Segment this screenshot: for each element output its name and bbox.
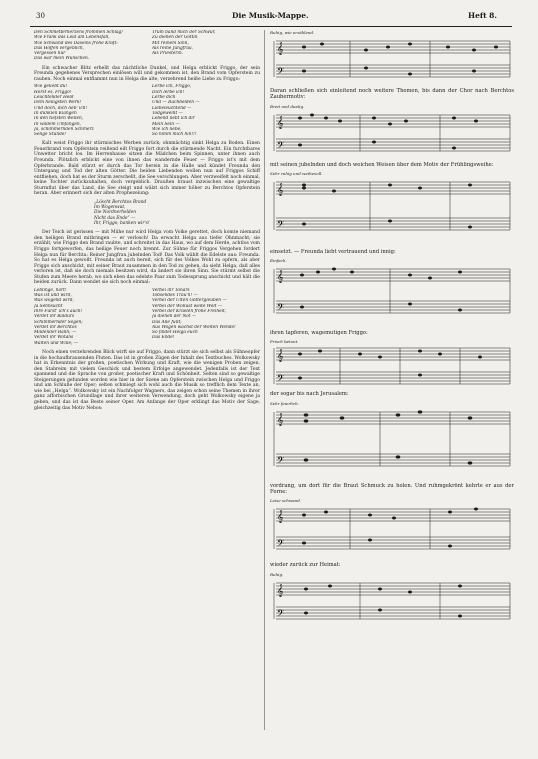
verse-line: Mildender Bann; — <box>34 330 77 336</box>
verse-line: Den Schmetterherzens frommen Schlag! <box>34 30 124 35</box>
treble-clef-icon: 𝄞 <box>277 115 284 129</box>
verse-block-2 <box>34 84 260 137</box>
verse-block-3 <box>34 288 260 346</box>
verse-line: Verdet ihr Wotans <box>34 335 74 341</box>
treble-clef-icon: 𝄞 <box>277 42 284 55</box>
verse-line: Wie ich liebe, <box>152 126 182 132</box>
note-heads <box>300 268 462 312</box>
bass-clef-icon: 𝄢 <box>277 538 285 552</box>
verse-line: Tobsendes Träu'n! — <box>152 293 198 299</box>
verse-line: Wie geliebt du! <box>34 84 68 90</box>
verse-3-left <box>34 288 142 346</box>
paragraph: vordrang, um dort für die Braut Schmuck zu holen. Und ruhmgekrönt kehrte er aus der Ferne: <box>270 482 514 496</box>
tempo-marking: Ruhig, wie erzählend. <box>270 30 315 35</box>
verse-line: Verbei ihr Tonars <box>152 287 190 293</box>
treble-clef-icon: 𝄞 <box>277 270 284 284</box>
verse-line: Lebend liebt ich dir <box>152 116 195 122</box>
paragraph: wieder zurück zur Heimat: <box>270 562 341 569</box>
bass-clef-icon: 𝄢 <box>277 66 285 79</box>
verse-1-left <box>34 30 142 62</box>
verse-line: Verdet ihr Berchtos <box>34 324 77 330</box>
tempo-marking: Einfach. <box>270 258 287 264</box>
verse-line: In dunklen Klängen <box>34 110 77 116</box>
treble-clef-icon: 𝄞 <box>277 412 284 426</box>
music-example-2 <box>270 109 514 161</box>
note-heads <box>304 410 473 464</box>
column-divider <box>264 30 265 730</box>
verse-line: Mein Sein — <box>152 121 180 127</box>
music-example-7 <box>270 503 514 561</box>
verse-line: Als reine Jungfrau, <box>152 45 194 51</box>
header-rule <box>30 26 512 27</box>
quote-line: „Löscht Berchtos Brand <box>94 199 147 205</box>
verse-line: Als Priesterin. <box>152 51 183 57</box>
verse-1-right <box>152 30 260 62</box>
verse-line: Lerbe dich <box>152 95 176 101</box>
paragraph: ihren tapferen, wagemutigen Friggo: <box>270 330 368 337</box>
bass-clef-icon: 𝄢 <box>277 454 285 468</box>
treble-clef-icon: 𝄞 <box>277 510 284 524</box>
tempo-marking: Sehr ruhig und weihevoll. <box>270 170 323 176</box>
verse-line: Das Alle füllt; <box>152 319 182 325</box>
verse-line: Vergessen nur <box>34 51 66 57</box>
verse-3-right <box>152 288 260 346</box>
verse-line: Liebeleuchtend — <box>152 105 192 111</box>
verse-line: So findet Helga euch <box>152 330 198 336</box>
treble-clef-icon: 𝄞 <box>277 182 284 196</box>
note-heads <box>302 508 478 548</box>
verse-line: Todgeweiht — <box>152 110 183 116</box>
verse-line: Hörst es, Friggo! <box>34 89 72 95</box>
quote-line: Nicht das Ende“ — <box>94 215 136 221</box>
issue-number: Heft 8. <box>468 11 497 20</box>
treble-clef-icon: 𝄞 <box>277 583 284 597</box>
verse-line: Lerbe ich, Friggo, <box>152 84 192 90</box>
verse-line: Walten und Wille; — <box>34 340 79 346</box>
paragraph: der sogar bis nach Jerusalem: <box>270 391 349 398</box>
verse-line: Mit reinem Sinn, <box>152 40 189 46</box>
verse-line: Schimmernder Segen; <box>34 319 83 325</box>
note-heads <box>302 43 498 76</box>
quote-line: Die Nordnerhelden <box>94 210 136 216</box>
verse-line: Wie Frank das Leid am Lebensfall, <box>34 35 110 41</box>
verse-line: Was ist und wird, <box>34 293 72 299</box>
bass-clef-icon: 𝄢 <box>277 139 285 153</box>
verse-line: Und — Rachbelden — <box>152 100 200 106</box>
bass-clef-icon: 𝄢 <box>277 302 285 316</box>
verse-line: Verdet ihr Baldurs <box>34 314 75 320</box>
verse-line: Das Hoffen vergeblich, <box>34 45 84 51</box>
verse-2-left <box>34 84 142 137</box>
verse-line: Das war mein Wünschen. <box>34 56 90 62</box>
verse-line: Selige Stunde! <box>34 132 67 138</box>
verse-line: Leuchtender Held <box>34 95 74 101</box>
music-example-3 <box>270 176 514 248</box>
bass-clef-icon: 𝄢 <box>277 373 285 387</box>
verse-line: Zu dienen der Göttin <box>152 35 198 41</box>
right-column <box>270 30 514 629</box>
bass-clef-icon: 𝄢 <box>277 607 285 621</box>
page-number: 30 <box>36 12 45 20</box>
tempo-marking: Frisch betont. <box>270 339 299 345</box>
verse-line: Ja Sehnsucht <box>34 303 63 309</box>
verse-line: Leblinge, hört! <box>34 287 67 293</box>
verse-block-1 <box>34 30 260 62</box>
verse-line: So nimm mich hin!!! <box>152 132 197 138</box>
left-column <box>34 30 260 413</box>
verse-line: Ja dienen der Not — <box>152 314 197 320</box>
verse-line: Trum band mich der Schwur, <box>152 30 216 35</box>
note-heads <box>304 584 462 617</box>
paragraph: Noch einen verzehrenden Blick wirft sie auf Friggo, dann stürzt sie sich selbst als Sühneopfer in die hochaufbrausenden Fluten. Das ist in großen Zügen der Inhalt des Textbuches. Wolkowsky hat in Erkenntnis der großen, poetischen Wirkung und Kraft, wie die wenigen Proben zeigen, den Stabreim mit vielem Geschick und bestem Erfolge angewendet. Jedenfalls ist der Text spannend und die Sprache von großer, poetischer Kraft und Schönheit. Selten sind so gewaltige Steigerungen gefunden worden wie hier in der Szene am Opferstein zwischen Helga und Friggo und am Schluße der Oper; selten schmiegt sich wohl auch die Musik so trefflich dem Texte an, wie bei „Helga“. Wolkowsky ist ein Nachfolger Wagners, das zeigen schon seine Themen in ihrer ganz afforbischen Grundlage und ihrer weiteren Verwendung, doch geht Wolkowsky eigene ja geben, und das ist das Beste seiner Oper. Am Anfange der Oper erklingt das Motiv der Sage, gleichzeitig das Motiv Nebos: <box>34 350 260 411</box>
verse-line: Ja, schimmernden Schmerz <box>34 126 94 132</box>
verse-line: Was wogend wird, <box>34 298 74 304</box>
treble-clef-icon: 𝄞 <box>277 349 284 363</box>
tempo-marking: Ruhig. <box>270 571 284 577</box>
music-example-1 <box>270 35 514 87</box>
paragraph: Der Teich ist gerissen — mit Mühe nur wird Helga vom Volke gerettet, doch komte niemand den heiligen Brand mitbringen — er verlosch! Da erwacht Helga aus tiefer Ohnmacht; sie erzählt, wie Friggo den Brand raubte, und schreitet in das Haus, wo auf dem Herde, achtlos vom Friggo fortgeworfen, das heilige Feuer noch brennt. Zur Sühne für Friggos Vergehen fordert Helga nun für Berchta: Reiner Jungfrau jubelnden Tod! Das Volk wählt die Edelste aus: Freunda. So hat es Helga gewollt. Freunda ist auch bereit, sich für des Volkes Wohl zu opfern, als aber Friggo sich anschickt, mit seiner Braut zusammen in den Tod zu gehen, da sieht Helga, daß alles verloren ist, daß sie doch niemals besitzen wird, da ändert sie ihren Sinn. Sie stürmt selbst die Stufen zum Meere herab, wo sich eben das edelste Paar zum Todessprung anschickt und hält die beiden zurück. Dann wendet sie sich noch einmal: <box>34 230 260 286</box>
paragraph: Kalt weist Friggo ihr stürmisches Werben zurück; ohnmächtig sinkt Helga zu Boden. Einen Feuerbrand vom Opferstein reißend eilt Friggo fort durch die stürmende Nacht. Ein furchtbares Unwetter bricht los. Im Herrenhause sitzen die Mädchen beim Spinnen, unter ihnen auch Freunda. Plötzlich erblickt eine von ihnen das wandernde Feuer — Friggo ist's mit dem Opferbrande. Bald stürzt er durch das Tor herein in die Halle und kündet Freunda den Untergang und Tod der alten Götter. Die beiden Liebenden wollen nun auf Friggos Schiff entfliehen, doch hat es der Sturm zerschellt, die See verschlungen. Aber verzweifelt noch einmal, keine Tochter zurückzuhalten, doch vergeblich. Draußen braust inzwischen eine gewaltige Sturmflut über das Land, die See steigt und wälzt sich immer höher zu Berchtos Opferstein heran. Aber erinnert sich der alten Prophezeiung: <box>34 141 260 197</box>
note-heads <box>298 113 478 149</box>
verse-line: Dem heiligsten Werk! <box>34 100 82 106</box>
music-example-4 <box>270 263 514 329</box>
verse-line: Und doch, dich lieb' ich! <box>34 105 88 111</box>
tempo-marking: Leise schwand. <box>270 498 302 504</box>
running-header <box>0 10 538 24</box>
tempo-marking: Sehr feierlich. <box>270 400 299 406</box>
music-example-5 <box>270 344 514 390</box>
verse-line: Dich lerbe ich! <box>152 89 185 95</box>
paragraph: Ein schwacher Blitz erhellt das nächtliche Dunkel, und Helga erblickt Friggo, der sein Freunda gegebenes Versprechen einlösen will und gekommen ist, den Brand vom Opferstein zu rauben. Noch einmal entflammt nun in Helga die alte, verzehrend heiße Liebe zu Friggo: <box>34 65 260 82</box>
music-example-8 <box>270 577 514 629</box>
magazine-title: Die Musik-Mappe. <box>232 11 309 20</box>
verse-line: In den tiefsten Wellen, <box>34 116 84 122</box>
note-heads <box>302 183 472 228</box>
verse-line: Verbei der Ulten Göttergleuben — <box>152 298 227 304</box>
verse-line: In wildem Umfangen, <box>34 121 82 127</box>
verse-line: Verbei der Wollust weite Welt — <box>152 303 223 309</box>
prophecy-quote <box>94 200 260 226</box>
paragraph: Daran schließen sich einleitend noch weitere Themen, bis dann der Chor nach Berchtos Zaubermotiv: <box>270 88 514 101</box>
verse-line: Verbei der Kraelen frohe Freiheit, <box>152 309 227 314</box>
tempo-marking: Breit und dustig. <box>270 103 305 109</box>
verse-2-right <box>152 84 260 137</box>
quote-line: Im Wogenwut, <box>94 205 126 211</box>
verse-line: Wie Schwand des Daseins frohe Kraft: <box>34 40 118 46</box>
paragraph: mit seinen jubelnden und doch weichen Weisen über dem Motiv der Frühlingsweihe: <box>270 161 494 168</box>
verse-line: Ihre Fürst' ich's auch! <box>34 309 83 314</box>
quote-line: Ihr, Friggo, banken wir's! <box>94 221 150 227</box>
bass-clef-icon: 𝄢 <box>277 218 285 232</box>
verse-line: Aus Wogen wächst der Welten Wende! <box>152 324 236 330</box>
paragraph: einsetzt. — Freunda liebt vertrauend und innig: <box>270 248 396 255</box>
verse-line: Das Ende! <box>152 335 175 341</box>
music-example-6 <box>270 406 514 482</box>
